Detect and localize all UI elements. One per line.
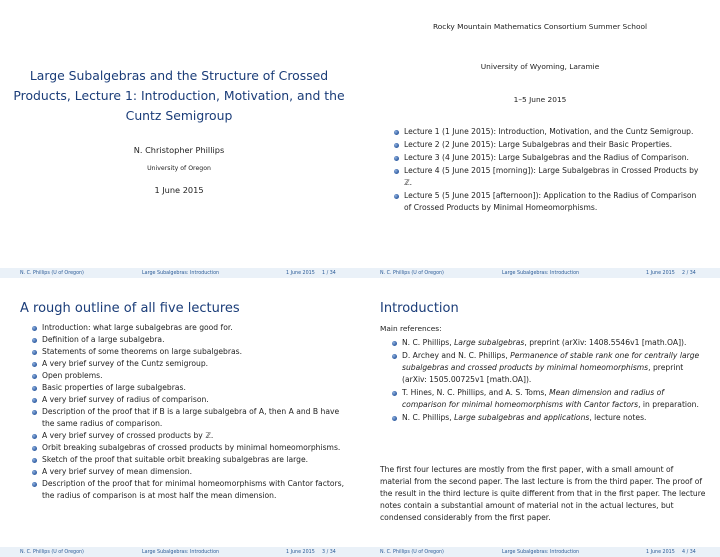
footer-page: 1 / 34 xyxy=(322,270,336,276)
intro-paragraph: The first four lectures are mostly from the first paper, with a small amount of material from the second paper. The last lecture is from the third paper. The proof of the result in the third lecture is quite different from that in the first paper. The lecture notes contain a substantial amount of material not in the actual lectures, but condensed considerably from the first paper. xyxy=(380,465,706,522)
references-list xyxy=(390,337,706,425)
list-item-text: Description of the proof that for minimal homeomorphisms with Cantor factors, the radius of comparison is at most half the mean dimension. xyxy=(42,479,344,500)
ref-authors: N. C. Phillips, xyxy=(402,338,455,347)
frame-title: Introduction xyxy=(380,301,459,316)
bullet-icon xyxy=(392,341,397,346)
reference-item xyxy=(390,350,706,386)
title-line: Products, Lecture 1: Introduction, Motivation, and the xyxy=(13,88,345,103)
outline-list xyxy=(30,322,346,502)
bullet-icon xyxy=(32,458,37,463)
footer-page: 3 / 34 xyxy=(322,549,336,555)
school-dates: 1–5 June 2015 xyxy=(513,95,567,104)
footer-date: 1 June 2015 xyxy=(286,549,315,555)
bullet-icon xyxy=(392,391,397,396)
ref-authors: D. Archey and N. C. Phillips, xyxy=(402,351,511,360)
bullet-icon xyxy=(32,338,37,343)
footer-date: 1 June 2015 xyxy=(286,270,315,276)
list-item xyxy=(392,190,704,214)
list-item-text: Lecture 2 (2 June 2015): Large Subalgebras and their Basic Properties. xyxy=(404,140,673,149)
list-item-text: A very brief survey of radius of comparison. xyxy=(42,395,209,404)
list-item xyxy=(30,454,346,466)
list-item xyxy=(30,346,346,358)
slide-1 xyxy=(0,0,360,278)
list-item xyxy=(30,334,346,346)
institution: University of Oregon xyxy=(147,165,211,172)
footer-date: 1 June 2015 xyxy=(646,270,675,276)
reference-item xyxy=(390,387,706,411)
footer-title: Large Subalgebras: Introduction xyxy=(502,270,580,276)
list-item xyxy=(30,478,346,502)
list-item xyxy=(392,165,704,189)
footer-page: 4 / 34 xyxy=(682,549,696,555)
title-line: Large Subalgebras and the Structure of Crossed xyxy=(29,68,329,83)
list-item-text: Statements of some theorems on large subalgebras. xyxy=(42,347,242,356)
bullet-icon xyxy=(32,446,37,451)
list-item-text: Description of the proof that if B is a large subalgebra of A, then A and B have the same radius of comparison. xyxy=(42,407,340,428)
list-item xyxy=(392,126,704,138)
list-item-text: Introduction: what large subalgebras are good for. xyxy=(42,323,233,332)
slide-2 xyxy=(360,0,720,278)
bullet-icon xyxy=(394,169,399,174)
slide-4 xyxy=(360,279,720,557)
author: N. Christopher Phillips xyxy=(133,145,225,155)
list-item xyxy=(30,394,346,406)
list-item-text: Lecture 4 (5 June 2015 [morning]): Large Subalgebras in Crossed Products by ℤ. xyxy=(404,166,699,187)
ref-authors: T. Hines, N. C. Phillips, and A. S. Toms, xyxy=(402,388,550,397)
list-item xyxy=(392,152,704,164)
footer-author: N. C. Phillips (U of Oregon) xyxy=(20,549,84,555)
frame-title: A rough outline of all five lectures xyxy=(20,301,240,316)
ref-authors: N. C. Phillips, xyxy=(402,413,455,422)
list-item xyxy=(30,382,346,394)
list-item xyxy=(30,358,346,370)
list-item-text: Sketch of the proof that suitable orbit breaking subalgebras are large. xyxy=(42,455,309,464)
bullet-icon xyxy=(394,194,399,199)
date: 1 June 2015 xyxy=(154,185,204,195)
ref-details: , preprint (arXiv: 1408.5546v1 [math.OA]). xyxy=(524,338,687,347)
list-item xyxy=(392,139,704,151)
list-item-text: A very brief survey of the Cuntz semigroup. xyxy=(42,359,209,368)
list-item xyxy=(30,370,346,382)
ref-title: Mean dimension and radius of comparison for minimal homeomorphisms with Cantor factors xyxy=(402,388,664,409)
school-name: Rocky Mountain Mathematics Consortium Summer School xyxy=(432,22,648,31)
ref-details: , preprint (arXiv: 1505.00725v1 [math.OA]). xyxy=(402,363,684,384)
bullet-icon xyxy=(32,410,37,415)
ref-title: Large subalgebras and applications xyxy=(454,413,590,422)
bullet-icon xyxy=(394,156,399,161)
bullet-icon xyxy=(32,374,37,379)
presentation-title xyxy=(10,66,348,126)
footer-date: 1 June 2015 xyxy=(646,549,675,555)
slide-footer xyxy=(360,268,720,278)
bullet-icon xyxy=(32,398,37,403)
bullet-icon xyxy=(32,362,37,367)
list-item-text: Lecture 3 (4 June 2015): Large Subalgebras and the Radius of Comparison. xyxy=(404,153,689,162)
references-heading: Main references: xyxy=(380,324,442,333)
slide-footer xyxy=(0,547,360,557)
bullet-icon xyxy=(32,434,37,439)
title-line: Cuntz Semigroup xyxy=(125,108,233,123)
list-item-text: Lecture 5 (5 June 2015 [afternoon]): Application to the Radius of Comparison of Crossed Products by Minimal Homeomorphisms. xyxy=(404,191,697,212)
list-item-text: A very brief survey of crossed products by ℤ. xyxy=(42,431,214,440)
university-name: University of Wyoming, Laramie xyxy=(480,62,600,71)
footer-author: N. C. Phillips (U of Oregon) xyxy=(380,549,444,555)
list-item-text: Orbit breaking subalgebras of crossed products by minimal homeomorphisms. xyxy=(42,443,341,452)
bullet-icon xyxy=(394,130,399,135)
slide-3 xyxy=(0,279,360,557)
ref-title: Large subalgebras xyxy=(454,338,525,347)
list-item-text: Definition of a large subalgebra. xyxy=(42,335,165,344)
bullet-icon xyxy=(32,386,37,391)
bullet-icon xyxy=(32,326,37,331)
ref-title: Permanence of stable rank one for centrally large subalgebras and crossed products by minimal homeomorphisms xyxy=(402,351,700,372)
ref-details: , lecture notes. xyxy=(589,413,647,422)
list-item xyxy=(30,466,346,478)
footer-author: N. C. Phillips (U of Oregon) xyxy=(380,270,444,276)
list-item-text: Lecture 1 (1 June 2015): Introduction, Motivation, and the Cuntz Semigroup. xyxy=(404,127,694,136)
lecture-list xyxy=(392,126,704,215)
slide-footer xyxy=(0,268,360,278)
reference-item xyxy=(390,412,706,424)
reference-item xyxy=(390,337,706,349)
list-item xyxy=(30,430,346,442)
list-item-text: Open problems. xyxy=(42,371,103,380)
list-item xyxy=(30,442,346,454)
ref-details: , in preparation. xyxy=(638,400,699,409)
footer-title: Large Subalgebras: Introduction xyxy=(142,549,220,555)
bullet-icon xyxy=(392,416,397,421)
slide-footer xyxy=(360,547,720,557)
bullet-icon xyxy=(32,350,37,355)
footer-author: N. C. Phillips (U of Oregon) xyxy=(20,270,84,276)
bullet-icon xyxy=(32,470,37,475)
bullet-icon xyxy=(394,143,399,148)
footer-title: Large Subalgebras: Introduction xyxy=(142,270,220,276)
bullet-icon xyxy=(32,482,37,487)
bullet-icon xyxy=(392,354,397,359)
footer-page: 2 / 34 xyxy=(682,270,696,276)
list-item xyxy=(30,322,346,334)
list-item-text: Basic properties of large subalgebras. xyxy=(42,383,186,392)
list-item xyxy=(30,406,346,430)
footer-title: Large Subalgebras: Introduction xyxy=(502,549,580,555)
list-item-text: A very brief survey of mean dimension. xyxy=(42,467,193,476)
